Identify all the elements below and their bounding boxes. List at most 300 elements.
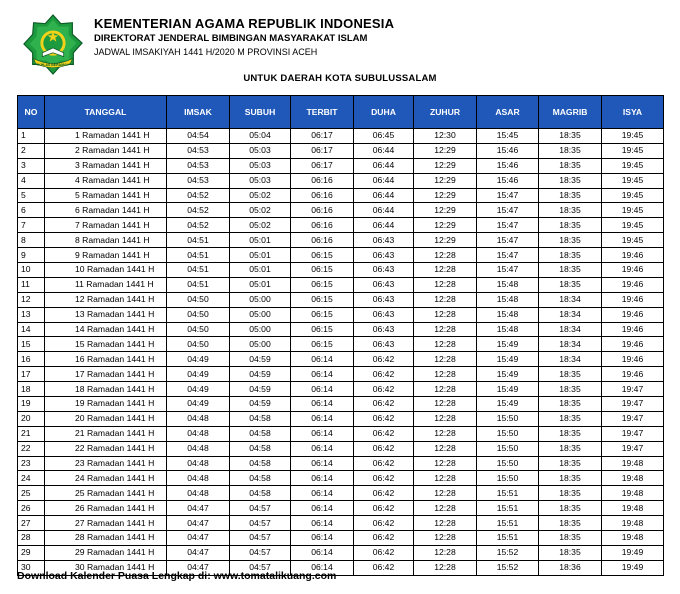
cell-magrib: 18:35 [539,129,602,144]
cell-duha: 06:42 [354,560,414,575]
cell-duha: 06:42 [354,441,414,456]
cell-duha: 06:43 [354,233,414,248]
cell-no: 10 [18,263,45,278]
cell-zuhur: 12:28 [414,501,477,516]
cell-terbit: 06:14 [291,531,354,546]
cell-asar: 15:50 [477,441,539,456]
cell-asar: 15:51 [477,531,539,546]
cell-duha: 06:45 [354,129,414,144]
cell-tanggal: 6 Ramadan 1441 H [45,203,167,218]
cell-isya: 19:47 [602,426,664,441]
cell-imsak: 04:52 [167,218,230,233]
cell-magrib: 18:34 [539,337,602,352]
cell-zuhur: 12:28 [414,382,477,397]
cell-no: 11 [18,277,45,292]
cell-no: 7 [18,218,45,233]
table-row [18,516,664,531]
cell-magrib: 18:35 [539,218,602,233]
cell-subuh: 04:59 [230,367,291,382]
cell-imsak: 04:49 [167,367,230,382]
cell-zuhur: 12:28 [414,352,477,367]
cell-subuh: 04:57 [230,501,291,516]
cell-subuh: 04:58 [230,471,291,486]
cell-zuhur: 12:29 [414,158,477,173]
table-row [18,426,664,441]
cell-tanggal: 8 Ramadan 1441 H [45,233,167,248]
cell-subuh: 05:02 [230,203,291,218]
cell-tanggal: 17 Ramadan 1441 H [45,367,167,382]
cell-duha: 06:43 [354,263,414,278]
cell-terbit: 06:15 [291,292,354,307]
header-subtitle: DIREKTORAT JENDERAL BIMBINGAN MASYARAKAT ISLAM [94,33,368,44]
cell-no: 14 [18,322,45,337]
cell-no: 2 [18,143,45,158]
cell-terbit: 06:17 [291,158,354,173]
cell-duha: 06:43 [354,322,414,337]
cell-asar: 15:49 [477,337,539,352]
cell-isya: 19:47 [602,382,664,397]
cell-no: 17 [18,367,45,382]
cell-no: 3 [18,158,45,173]
cell-terbit: 06:14 [291,441,354,456]
cell-no: 15 [18,337,45,352]
cell-imsak: 04:54 [167,129,230,144]
cell-duha: 06:43 [354,307,414,322]
cell-subuh: 04:59 [230,397,291,412]
cell-duha: 06:42 [354,352,414,367]
cell-duha: 06:42 [354,411,414,426]
cell-asar: 15:47 [477,218,539,233]
cell-magrib: 18:35 [539,143,602,158]
cell-imsak: 04:47 [167,545,230,560]
cell-tanggal: 15 Ramadan 1441 H [45,337,167,352]
cell-imsak: 04:49 [167,382,230,397]
cell-isya: 19:45 [602,129,664,144]
cell-terbit: 06:15 [291,277,354,292]
cell-asar: 15:47 [477,188,539,203]
cell-imsak: 04:50 [167,337,230,352]
cell-zuhur: 12:28 [414,426,477,441]
cell-magrib: 18:35 [539,471,602,486]
cell-subuh: 05:01 [230,263,291,278]
cell-imsak: 04:52 [167,188,230,203]
cell-duha: 06:44 [354,188,414,203]
cell-terbit: 06:14 [291,382,354,397]
cell-duha: 06:44 [354,158,414,173]
cell-subuh: 05:00 [230,292,291,307]
header-schedule: JADWAL IMSAKIYAH 1441 H/2020 M PROVINSI ACEH [94,47,318,57]
cell-no: 19 [18,397,45,412]
cell-duha: 06:42 [354,367,414,382]
cell-isya: 19:48 [602,501,664,516]
cell-asar: 15:47 [477,263,539,278]
cell-magrib: 18:35 [539,456,602,471]
cell-zuhur: 12:30 [414,129,477,144]
cell-asar: 15:50 [477,471,539,486]
cell-isya: 19:47 [602,441,664,456]
cell-zuhur: 12:28 [414,560,477,575]
cell-imsak: 04:52 [167,203,230,218]
cell-no: 26 [18,501,45,516]
cell-isya: 19:49 [602,560,664,575]
cell-subuh: 04:57 [230,560,291,575]
table-row [18,352,664,367]
cell-subuh: 04:58 [230,486,291,501]
cell-duha: 06:42 [354,456,414,471]
cell-subuh: 04:57 [230,531,291,546]
column-header-subuh: SUBUH [230,96,291,129]
cell-zuhur: 12:28 [414,248,477,263]
cell-imsak: 04:50 [167,307,230,322]
cell-zuhur: 12:28 [414,292,477,307]
cell-subuh: 04:59 [230,352,291,367]
table-row [18,307,664,322]
cell-imsak: 04:51 [167,277,230,292]
cell-isya: 19:45 [602,158,664,173]
cell-asar: 15:49 [477,352,539,367]
cell-terbit: 06:15 [291,337,354,352]
cell-magrib: 18:35 [539,263,602,278]
cell-imsak: 04:53 [167,143,230,158]
cell-terbit: 06:15 [291,307,354,322]
cell-zuhur: 12:28 [414,397,477,412]
cell-asar: 15:47 [477,233,539,248]
cell-imsak: 04:47 [167,516,230,531]
cell-no: 23 [18,456,45,471]
cell-duha: 06:43 [354,248,414,263]
cell-duha: 06:44 [354,143,414,158]
cell-no: 20 [18,411,45,426]
cell-asar: 15:48 [477,292,539,307]
cell-zuhur: 12:28 [414,411,477,426]
cell-no: 21 [18,426,45,441]
cell-magrib: 18:36 [539,560,602,575]
cell-asar: 15:46 [477,173,539,188]
cell-magrib: 18:35 [539,158,602,173]
cell-zuhur: 12:28 [414,531,477,546]
cell-duha: 06:42 [354,501,414,516]
cell-isya: 19:46 [602,322,664,337]
cell-no: 25 [18,486,45,501]
cell-asar: 15:50 [477,456,539,471]
table-row [18,277,664,292]
cell-subuh: 05:00 [230,307,291,322]
column-header-zuhur: ZUHUR [414,96,477,129]
table-row [18,367,664,382]
cell-terbit: 06:15 [291,248,354,263]
cell-magrib: 18:34 [539,307,602,322]
cell-imsak: 04:49 [167,397,230,412]
table-row [18,501,664,516]
cell-magrib: 18:35 [539,173,602,188]
cell-no: 5 [18,188,45,203]
table-row [18,441,664,456]
cell-magrib: 18:35 [539,248,602,263]
table-header-row [18,96,664,129]
cell-subuh: 05:03 [230,143,291,158]
cell-isya: 19:46 [602,263,664,278]
cell-tanggal: 11 Ramadan 1441 H [45,277,167,292]
cell-zuhur: 12:28 [414,486,477,501]
cell-duha: 06:44 [354,203,414,218]
cell-tanggal: 18 Ramadan 1441 H [45,382,167,397]
cell-zuhur: 12:28 [414,322,477,337]
column-header-asar: ASAR [477,96,539,129]
cell-magrib: 18:35 [539,203,602,218]
cell-duha: 06:43 [354,292,414,307]
cell-magrib: 18:35 [539,545,602,560]
cell-duha: 06:44 [354,218,414,233]
cell-tanggal: 22 Ramadan 1441 H [45,441,167,456]
cell-duha: 06:42 [354,516,414,531]
cell-no: 28 [18,531,45,546]
cell-isya: 19:48 [602,486,664,501]
table-row [18,158,664,173]
cell-asar: 15:52 [477,560,539,575]
cell-zuhur: 12:29 [414,173,477,188]
cell-subuh: 04:58 [230,456,291,471]
cell-zuhur: 12:28 [414,307,477,322]
cell-isya: 19:48 [602,471,664,486]
cell-asar: 15:46 [477,143,539,158]
cell-terbit: 06:16 [291,218,354,233]
cell-imsak: 04:48 [167,441,230,456]
cell-imsak: 04:48 [167,411,230,426]
cell-imsak: 04:50 [167,322,230,337]
table-row [18,233,664,248]
cell-no: 22 [18,441,45,456]
cell-asar: 15:51 [477,501,539,516]
table-row [18,411,664,426]
cell-asar: 15:52 [477,545,539,560]
cell-isya: 19:46 [602,277,664,292]
cell-tanggal: 19 Ramadan 1441 H [45,397,167,412]
cell-subuh: 05:00 [230,322,291,337]
cell-imsak: 04:53 [167,173,230,188]
cell-tanggal: 28 Ramadan 1441 H [45,531,167,546]
cell-subuh: 05:03 [230,158,291,173]
cell-magrib: 18:35 [539,516,602,531]
cell-terbit: 06:14 [291,426,354,441]
cell-imsak: 04:51 [167,233,230,248]
cell-subuh: 05:03 [230,173,291,188]
cell-zuhur: 12:28 [414,456,477,471]
cell-terbit: 06:14 [291,486,354,501]
cell-magrib: 18:35 [539,531,602,546]
cell-zuhur: 12:29 [414,233,477,248]
cell-terbit: 06:16 [291,173,354,188]
table-row [18,143,664,158]
cell-no: 30 [18,560,45,575]
cell-magrib: 18:35 [539,397,602,412]
table-row [18,322,664,337]
cell-magrib: 18:35 [539,426,602,441]
cell-tanggal: 7 Ramadan 1441 H [45,218,167,233]
cell-asar: 15:51 [477,486,539,501]
cell-tanggal: 26 Ramadan 1441 H [45,501,167,516]
cell-magrib: 18:35 [539,501,602,516]
cell-magrib: 18:35 [539,441,602,456]
column-header-duha: DUHA [354,96,414,129]
cell-imsak: 04:48 [167,456,230,471]
cell-subuh: 04:58 [230,441,291,456]
cell-imsak: 04:47 [167,560,230,575]
cell-asar: 15:50 [477,411,539,426]
cell-tanggal: 30 Ramadan 1441 H [45,560,167,575]
cell-terbit: 06:14 [291,471,354,486]
cell-terbit: 06:16 [291,188,354,203]
column-header-no: NO [18,96,45,129]
cell-asar: 15:48 [477,322,539,337]
cell-tanggal: 2 Ramadan 1441 H [45,143,167,158]
cell-asar: 15:46 [477,158,539,173]
cell-subuh: 05:01 [230,233,291,248]
table-row [18,337,664,352]
cell-tanggal: 10 Ramadan 1441 H [45,263,167,278]
cell-duha: 06:44 [354,173,414,188]
cell-terbit: 06:14 [291,411,354,426]
cell-tanggal: 25 Ramadan 1441 H [45,486,167,501]
cell-tanggal: 23 Ramadan 1441 H [45,456,167,471]
cell-imsak: 04:48 [167,471,230,486]
cell-terbit: 06:16 [291,203,354,218]
cell-isya: 19:45 [602,233,664,248]
cell-subuh: 05:01 [230,277,291,292]
region-title: UNTUK DAERAH KOTA SUBULUSSALAM [243,73,437,84]
cell-magrib: 18:35 [539,411,602,426]
cell-subuh: 04:57 [230,516,291,531]
cell-isya: 19:46 [602,367,664,382]
cell-zuhur: 12:28 [414,337,477,352]
cell-no: 18 [18,382,45,397]
cell-asar: 15:47 [477,203,539,218]
cell-imsak: 04:49 [167,352,230,367]
cell-imsak: 04:47 [167,531,230,546]
cell-magrib: 18:35 [539,486,602,501]
cell-asar: 15:48 [477,277,539,292]
cell-tanggal: 27 Ramadan 1441 H [45,516,167,531]
header-title: KEMENTERIAN AGAMA REPUBLIK INDONESIA [94,16,395,31]
cell-terbit: 06:16 [291,233,354,248]
cell-zuhur: 12:28 [414,263,477,278]
cell-terbit: 06:14 [291,352,354,367]
cell-no: 16 [18,352,45,367]
table-body [18,129,664,576]
cell-imsak: 04:51 [167,248,230,263]
cell-terbit: 06:15 [291,322,354,337]
cell-subuh: 05:02 [230,218,291,233]
cell-duha: 06:42 [354,471,414,486]
cell-zuhur: 12:29 [414,218,477,233]
cell-isya: 19:45 [602,188,664,203]
cell-zuhur: 12:28 [414,471,477,486]
cell-magrib: 18:35 [539,277,602,292]
cell-duha: 06:42 [354,426,414,441]
cell-isya: 19:48 [602,516,664,531]
cell-terbit: 06:14 [291,397,354,412]
cell-asar: 15:49 [477,382,539,397]
cell-asar: 15:48 [477,307,539,322]
cell-tanggal: 20 Ramadan 1441 H [45,411,167,426]
cell-isya: 19:47 [602,397,664,412]
cell-imsak: 04:50 [167,292,230,307]
cell-imsak: 04:48 [167,486,230,501]
cell-zuhur: 12:28 [414,277,477,292]
cell-asar: 15:49 [477,397,539,412]
column-header-magrib: MAGRIB [539,96,602,129]
column-header-isya: ISYA [602,96,664,129]
cell-duha: 06:42 [354,382,414,397]
cell-tanggal: 5 Ramadan 1441 H [45,188,167,203]
table-row [18,471,664,486]
cell-isya: 19:49 [602,545,664,560]
table-row [18,397,664,412]
cell-magrib: 18:34 [539,292,602,307]
cell-magrib: 18:34 [539,322,602,337]
cell-tanggal: 21 Ramadan 1441 H [45,426,167,441]
cell-zuhur: 12:29 [414,143,477,158]
cell-asar: 15:47 [477,248,539,263]
cell-duha: 06:42 [354,531,414,546]
cell-tanggal: 12 Ramadan 1441 H [45,292,167,307]
cell-isya: 19:48 [602,456,664,471]
table-row [18,486,664,501]
cell-duha: 06:42 [354,397,414,412]
cell-duha: 06:43 [354,277,414,292]
cell-terbit: 06:14 [291,545,354,560]
cell-isya: 19:45 [602,203,664,218]
cell-asar: 15:45 [477,129,539,144]
cell-magrib: 18:35 [539,188,602,203]
cell-imsak: 04:47 [167,501,230,516]
cell-terbit: 06:14 [291,516,354,531]
cell-duha: 06:43 [354,337,414,352]
cell-no: 27 [18,516,45,531]
cell-isya: 19:48 [602,531,664,546]
table-row [18,456,664,471]
cell-zuhur: 12:29 [414,203,477,218]
cell-isya: 19:45 [602,218,664,233]
cell-isya: 19:45 [602,173,664,188]
cell-tanggal: 24 Ramadan 1441 H [45,471,167,486]
cell-magrib: 18:35 [539,382,602,397]
table-row [18,531,664,546]
table-row [18,263,664,278]
cell-tanggal: 3 Ramadan 1441 H [45,158,167,173]
column-header-imsak: IMSAK [167,96,230,129]
cell-subuh: 04:58 [230,426,291,441]
cell-no: 4 [18,173,45,188]
cell-asar: 15:49 [477,367,539,382]
cell-no: 13 [18,307,45,322]
cell-terbit: 06:17 [291,129,354,144]
cell-isya: 19:46 [602,248,664,263]
cell-tanggal: 1 Ramadan 1441 H [45,129,167,144]
cell-no: 6 [18,203,45,218]
table-row [18,173,664,188]
cell-tanggal: 16 Ramadan 1441 H [45,352,167,367]
logo-motto: IKHLAS BERAMAL [37,62,69,67]
cell-no: 24 [18,471,45,486]
cell-magrib: 18:35 [539,367,602,382]
cell-subuh: 05:04 [230,129,291,144]
cell-imsak: 04:51 [167,263,230,278]
cell-no: 29 [18,545,45,560]
kemenag-logo-icon [22,14,84,76]
cell-isya: 19:46 [602,337,664,352]
cell-tanggal: 29 Ramadan 1441 H [45,545,167,560]
cell-no: 8 [18,233,45,248]
